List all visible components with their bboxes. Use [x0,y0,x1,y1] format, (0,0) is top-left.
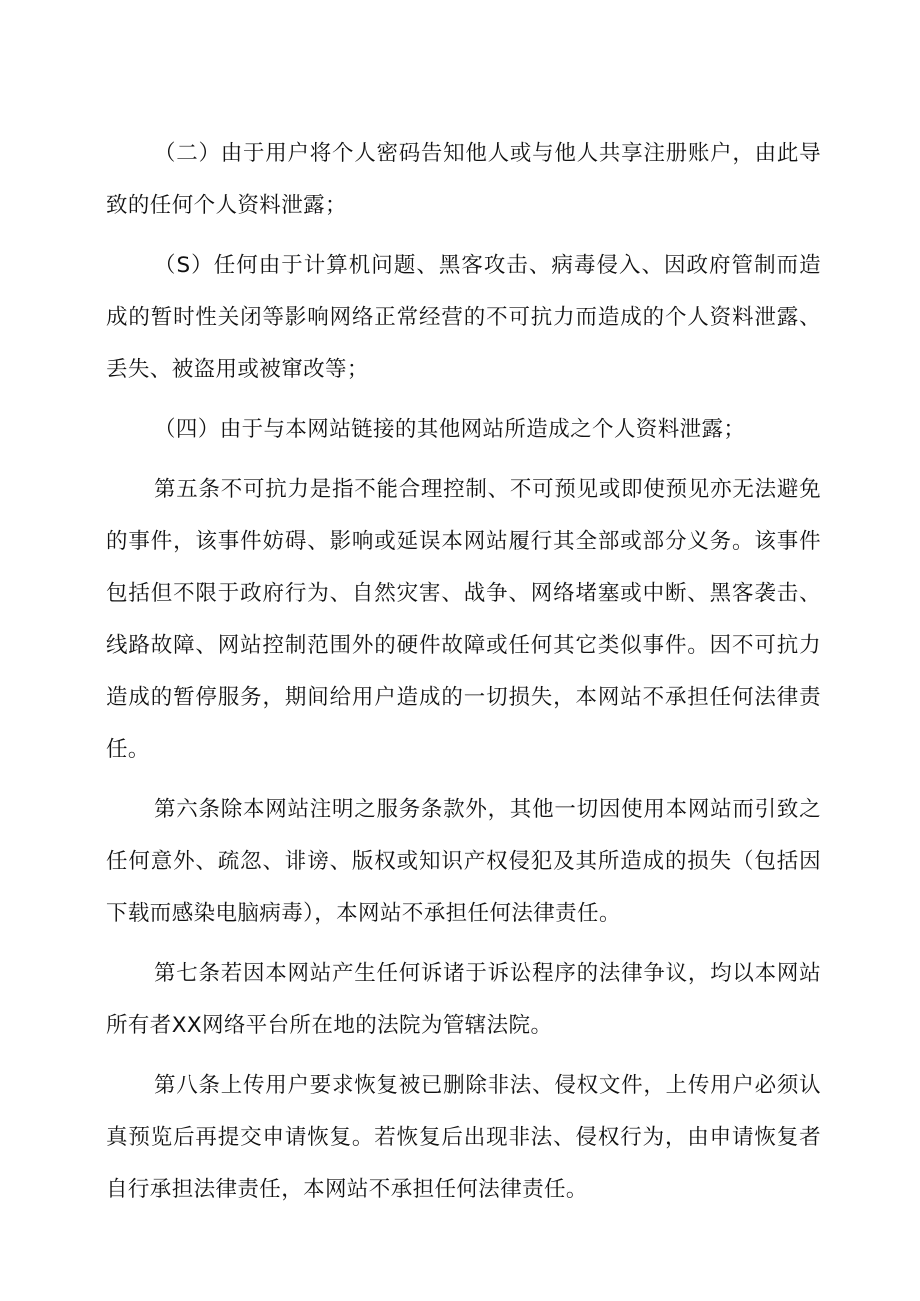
paragraph-article-5: 第五条不可抗力是指不能合理控制、不可预见或即使预见亦无法避免的事件，该事件妨碍、影响或延误本网站履行其全部或部分义务。该事件包括但不限于政府行为、自然灾害、战争、网络堵塞或中断、黑客袭击、线路故障、网站控制范围外的硬件故障或任何其它类似事件。因不可抗力造成的暂停服务，期间给用户造成的一切损失，本网站不承担任何法律责任。 [106,477,821,762]
paragraph-clause-2: （二）由于用户将个人密码告知他人或与他人共享注册账户，由此导致的任何个人资料泄露； [106,141,821,218]
paragraph-clause-3: （S）任何由于计算机问题、黑客攻击、病毒侵入、因政府管制而造成的暂时性关闭等影响网络正常经营的不可抗力而造成的个人资料泄露、丢失、被盗用或被窜改等； [106,253,821,382]
paragraph-clause-4: （四）由于与本网站链接的其他网站所造成之个人资料泄露； [154,417,746,442]
document-body [106,128,821,1216]
paragraph-article-7: 第七条若因本网站产生任何诉诸于诉讼程序的法律争议，均以本网站所有者XX网络平台所在地的法院为管辖法院。 [106,961,821,1038]
paragraph-article-8: 第八条上传用户要求恢复被已删除非法、侵权文件，上传用户必须认真预览后再提交申请恢复。若恢复后出现非法、侵权行为，由申请恢复者自行承担法律责任，本网站不承担任何法律责任。 [106,1073,821,1202]
paragraph-article-6: 第六条除本网站注明之服务条款外，其他一切因使用本网站而引致之任何意外、疏忽、诽谤、版权或知识产权侵犯及其所造成的损失（包括因下载而感染电脑病毒），本网站不承担任何法律责任。 [106,797,821,926]
